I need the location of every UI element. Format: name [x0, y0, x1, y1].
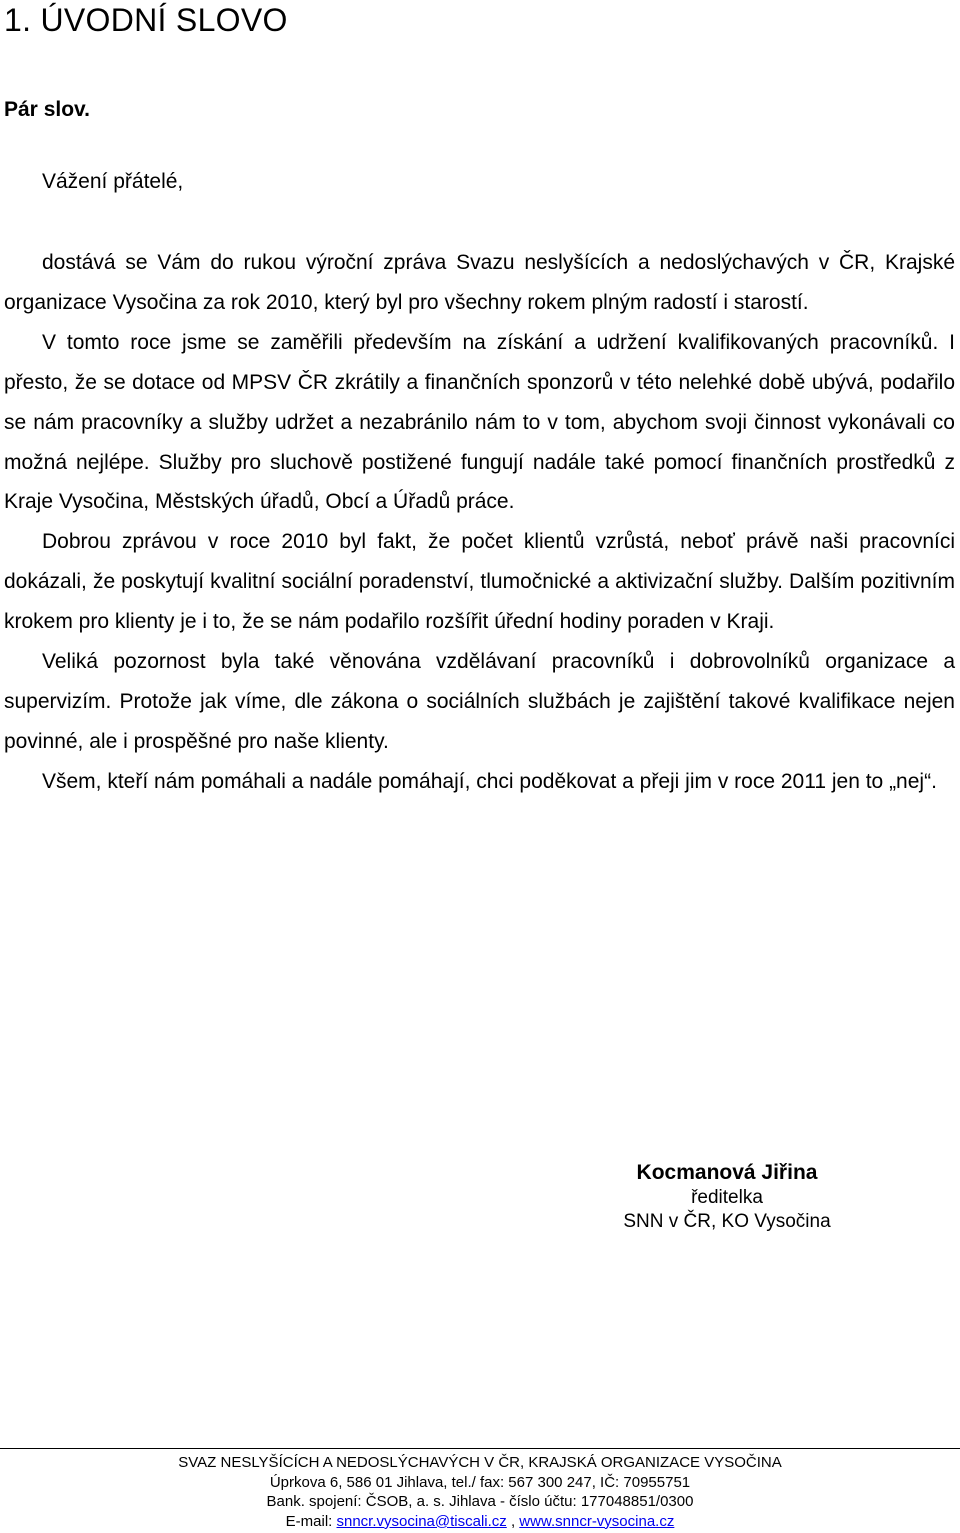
signature-block [560, 1160, 894, 1234]
paragraph: Veliká pozornost byla také věnována vzdělávaní pracovníků i dobrovolníků organizace a supervizím. Protože jak víme, dle zákona o sociálních službách je zajištění takové kvalifikace nejen povinné, ale i prospěšné pro naše klienty. [4, 650, 955, 753]
signatory-name: Kocmanová Jiřina [636, 1161, 818, 1184]
footer-bank: Bank. spojení: ČSOB, a. s. Jihlava - číslo účtu: 177048851/0300 [266, 1493, 694, 1511]
signatory-organization: SNN v ČR, KO Vysočina [623, 1211, 831, 1232]
footer-organization: SVAZ NESLYŠÍCÍCH A NEDOSLÝCHAVÝCH V ČR, KRAJSKÁ ORGANIZACE VYSOČINA [178, 1454, 782, 1471]
footer-separator: , [506, 1512, 520, 1530]
paragraph: V tomto roce jsme se zaměřili především na získání a udržení kvalifikovaných pracovníků. I přesto, že se dotace od MPSV ČR zkrátily a finančních sponzorů v této nelehké době ubývá, podařilo se nám pracovníky a služby udržet a nezabránilo nám to v tom, abychom svoji činnost vykonávali co možná nejlépe. Služby pro sluchově postižené fungují nadále také pomocí finančních prostředků z Kraje Vysočina, Městských úřadů, Obcí a Úřadů práce. [4, 330, 955, 514]
paragraph: Všem, kteří nám pomáhali a nadále pomáhají, chci poděkovat a přeji jim v roce 2011 jen to „nej“. [42, 769, 937, 793]
page-heading: 1. ÚVODNÍ SLOVO [4, 2, 288, 38]
footer-contact [0, 1512, 960, 1532]
footer-address: Úprkova 6, 586 01 Jihlava, tel./ fax: 567 300 247, IČ: 70955751 [269, 1473, 691, 1491]
paragraph: dostává se Vám do rukou výroční zpráva Svazu neslyšících a nedoslýchavých v ČR, Krajské organizace Vysočina za rok 2010, který byl pro všechny rokem plným radostí i starostí. [4, 251, 955, 314]
signatory-role: ředitelka [691, 1187, 763, 1208]
website-link[interactable]: www.snncr-vysocina.cz [519, 1512, 675, 1530]
page-footer [0, 1453, 960, 1531]
paragraph: Dobrou zprávou v roce 2010 byl fakt, že počet klientů vzrůstá, neboť právě naši pracovníci dokázali, že poskytují kvalitní sociální poradenství, tlumočnické a aktivizační služby. Dalším pozitivním krokem pro klienty je i to, že se nám podařilo rozšířit úřední hodiny poraden v Kraji. [4, 530, 955, 634]
email-link[interactable]: snncr.vysocina@tiscali.cz [336, 1512, 507, 1530]
letter-body [4, 243, 955, 802]
footer-email-label: E-mail: [285, 1512, 337, 1530]
footer-divider [0, 1448, 960, 1449]
section-subheading: Pár slov. [4, 98, 90, 121]
salutation: Vážení přátelé, [42, 170, 184, 193]
